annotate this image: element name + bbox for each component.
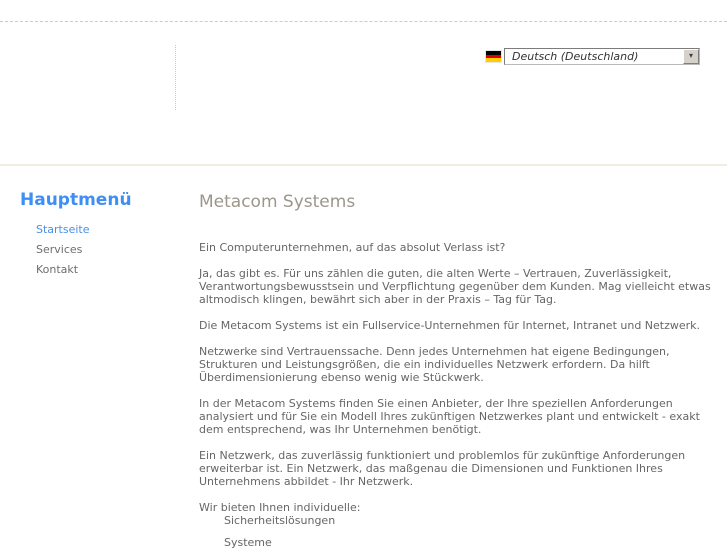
sidebar-item-services[interactable] <box>36 244 199 255</box>
sidebar-link-services[interactable]: Services <box>36 243 83 256</box>
sidebar-item-kontakt[interactable] <box>36 264 199 275</box>
language-selector <box>486 48 700 65</box>
header-vertical-divider <box>175 45 176 110</box>
language-select[interactable] <box>504 48 700 65</box>
offer-item-systeme: Systeme <box>224 536 272 549</box>
paragraph-4: Netzwerke sind Vertrauenssache. Denn jedes Unternehmen hat eigene Bedingungen, Strukturen und Leistungsgrößen, die ein individuelles Netzwerk erfordern. Da hilft Überdimensionierung ebenso wenig wie Stückwerk. <box>199 345 670 384</box>
content <box>199 166 727 549</box>
sidebar-link-startseite[interactable]: Startseite <box>36 223 90 236</box>
german-flag-icon <box>486 51 501 62</box>
sidebar-item-startseite[interactable] <box>36 224 199 235</box>
main-menu <box>20 224 199 275</box>
sidebar-title: Hauptmenü <box>20 190 132 210</box>
paragraph-2: Ja, das gibt es. Für uns zählen die guten, die alten Werte – Vertrauen, Zuverlässigkeit, Verantwortungsbewusstsein und Verpflichtung gegenüber dem Kunden. Mag vielleicht etwas altmodisch klingen, bewährt sich aber in der Praxis – Tag für Tag. <box>199 267 711 306</box>
paragraph-3: Die Metacom Systems ist ein Fullservice-Unternehmen für Internet, Intranet und Netzwerk. <box>199 319 701 332</box>
paragraph-6: Ein Netzwerk, das zuverlässig funktioniert und problemlos für zukünftige Anforderungen erweiterbar ist. Ein Netzwerk, das maßgenau die Dimensionen und Funktionen Ihres Unternehmens abbildet - Ihr Netzwerk. <box>199 449 686 488</box>
offer-list <box>199 514 717 549</box>
header <box>0 22 727 165</box>
sidebar <box>0 166 199 545</box>
offer-intro: Wir bieten Ihnen individuelle: <box>199 501 361 514</box>
offer-item-sicherheitsloesungen: Sicherheitslösungen <box>224 514 336 527</box>
page-title: Metacom Systems <box>199 192 356 212</box>
paragraph-1: Ein Computerunternehmen, auf das absolut Verlass ist? <box>199 241 506 254</box>
sidebar-link-kontakt[interactable]: Kontakt <box>36 263 79 276</box>
main-area <box>0 166 727 549</box>
language-select-value: Deutsch (Deutschland) <box>512 50 639 63</box>
dropdown-arrow-icon[interactable]: ▾ <box>683 49 699 64</box>
flag-stripe-gold <box>486 58 501 62</box>
paragraph-5: In der Metacom Systems finden Sie einen Anbieter, der Ihre speziellen Anforderungen analysiert und für Sie ein Modell Ihres zukünftigen Netzwerkes plant und entwickelt - exakt dem entsprechend, was Ihr Unternehmen benötigt. <box>199 397 700 436</box>
